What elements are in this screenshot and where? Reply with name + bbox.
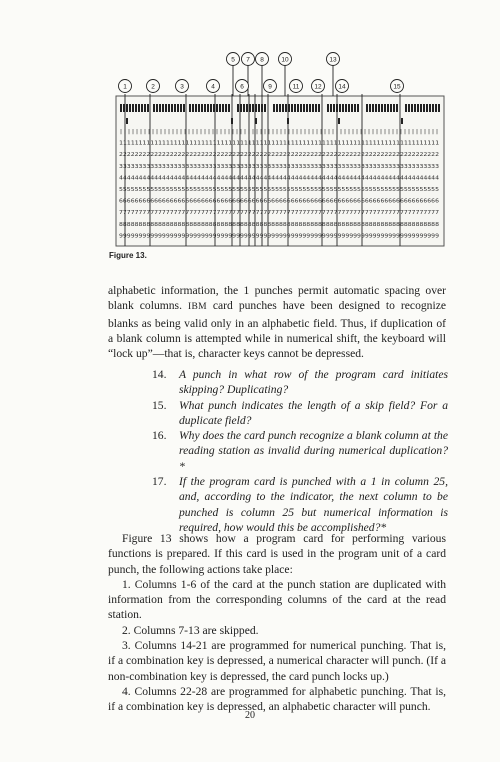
card-digit-row: 1111111111111111111111111111111111111111111111111111111111111111111111111111111111 — [119, 140, 439, 147]
card-punch-mark — [129, 104, 131, 112]
card-punch-mark — [201, 104, 203, 112]
card-punch-mark — [168, 104, 170, 112]
card-punch-mark — [180, 104, 182, 112]
callout-label: 4 — [211, 83, 215, 91]
card-punch-mark — [309, 104, 311, 112]
card-punch-mark — [387, 104, 389, 112]
card-punch-mark — [162, 104, 164, 112]
card-punch-mark — [327, 104, 329, 112]
card-punch-mark — [351, 104, 353, 112]
card-digit-row: 8888888888888888888888888888888888888888888888888888888888888888888888888888888888 — [119, 221, 439, 228]
card-punch-mark — [366, 104, 368, 112]
intro-text-1: alphabetic information, the 1 punches permit automatic spacing over blank columns. — [108, 284, 446, 313]
question-item — [152, 474, 448, 535]
card-punch-mark — [342, 104, 344, 112]
card-punch-mark — [126, 118, 128, 124]
callout-label: 1 — [123, 83, 127, 91]
numbered-item: 4. Columns 22-28 are programmed for alphabetic punching. That is, if a combination key is depressed, an alphabetic character will punch. — [108, 684, 446, 714]
card-punch-mark — [195, 104, 197, 112]
card-punch-mark — [228, 104, 230, 112]
callout-label: 2 — [151, 83, 155, 91]
card-punch-mark — [285, 104, 287, 112]
card-digit-row: 4444444444444444444444444444444444444444444444444444444444444444444444444444444444 — [119, 175, 439, 182]
card-digit-row: 2222222222222222222222222222222222222222222222222222222222222222222222222222222222 — [119, 152, 439, 159]
callout-label: 13 — [329, 56, 337, 64]
card-punch-mark — [396, 104, 398, 112]
card-digit-row: 7777777777777777777777777777777777777777777777777777777777777777777777777777777777 — [119, 210, 439, 217]
card-punch-mark — [174, 104, 176, 112]
card-punch-mark — [126, 104, 128, 112]
page-number: 20 — [245, 710, 255, 721]
intro-paragraph — [108, 283, 446, 361]
card-punch-mark — [210, 104, 212, 112]
question-text: Why does the card punch recognize a blank column at the reading station as invalid during numerical duplication?* — [179, 429, 448, 473]
card-digit-row: 5555555555555555555555555555555555555555555555555555555555555555555555555555555555 — [119, 187, 439, 193]
question-number: 14. — [152, 368, 167, 381]
numbered-item: 3. Columns 14-21 are programmed for numerical punching. That is, if a combination key is depressed, a numerical character will punch. (If a non-combination key is depressed, the card punch locks up.) — [108, 639, 447, 683]
card-punch-mark — [189, 104, 191, 112]
card-punch-mark — [357, 104, 359, 112]
card-punch-mark — [258, 104, 260, 112]
card-punch-mark — [183, 104, 185, 112]
callout-label: 10 — [281, 56, 289, 64]
callout-label: 6 — [240, 83, 244, 91]
card-punch-mark — [401, 118, 403, 124]
card-punch-mark — [204, 104, 206, 112]
card-punch-mark — [432, 104, 434, 112]
card-punch-mark — [369, 104, 371, 112]
card-digit-row: 6666666666666666666666666666666666666666666666666666666666666666666666666666666666 — [119, 198, 439, 205]
procedure-section — [108, 531, 446, 715]
callout-label: 7 — [246, 56, 250, 64]
intro-text-2: card punches have been designed to recognize blanks as being valid only in an alphabetic field. Thus, if duplication of a blank column is attempted while in numerical shift, the keyboard will “lock up”—that is, character keys cannot be depressed. — [108, 299, 446, 361]
card-punch-mark — [207, 104, 209, 112]
card-punch-mark — [120, 104, 122, 112]
card-punch-mark — [339, 104, 341, 112]
card-punch-mark — [420, 104, 422, 112]
card-punch-mark — [252, 104, 254, 112]
card-punch-mark — [264, 104, 266, 112]
figure-description-paragraph: Figure 13 shows how a program card for performing various functions is prepared. If this card is used in the program unit of a card punch, the following actions take place: — [108, 532, 446, 576]
question-text: If the program card is punched with a 1 in column 25, and, according to the indicator, the next column to be punched is column 25 but numerical information is required, how would this be accomplished?* — [179, 475, 448, 534]
card-punch-mark — [225, 104, 227, 112]
card-punch-mark — [318, 104, 320, 112]
card-punch-mark — [333, 104, 335, 112]
card-punch-mark — [165, 104, 167, 112]
question-item — [152, 367, 448, 398]
card-punch-mark — [429, 104, 431, 112]
card-punch-mark — [135, 104, 137, 112]
card-punch-mark — [315, 104, 317, 112]
card-punch-mark — [132, 104, 134, 112]
callout-circles — [119, 53, 404, 93]
program-card-figure — [0, 0, 500, 262]
card-punch-mark — [156, 104, 158, 112]
card-punch-mark — [411, 104, 413, 112]
card-punch-mark — [375, 104, 377, 112]
callout-label: 8 — [260, 56, 264, 64]
program-card-diagram — [0, 0, 500, 262]
card-punch-mark — [381, 104, 383, 112]
card-punch-mark — [216, 104, 218, 112]
card-punch-mark — [273, 104, 275, 112]
card-punch-mark — [348, 104, 350, 112]
card-punch-mark — [138, 104, 140, 112]
card-punch-mark — [159, 104, 161, 112]
card-punch-mark — [438, 104, 440, 112]
card-punch-mark — [243, 104, 245, 112]
card-punch-mark — [408, 104, 410, 112]
card-punch-mark — [414, 104, 416, 112]
card-punch-mark — [384, 104, 386, 112]
card-punch-mark — [378, 104, 380, 112]
figure-caption: Figure 13. — [109, 251, 147, 260]
card-punch-mark — [345, 104, 347, 112]
card-punch-mark — [147, 104, 149, 112]
card-punch-mark — [330, 104, 332, 112]
card-punch-mark — [276, 104, 278, 112]
numbered-item: 1. Columns 1-6 of the card at the punch station are duplicated with information from the corresponding columns of the card at the read station. — [108, 577, 446, 622]
card-punch-mark — [222, 104, 224, 112]
card-punch-mark — [198, 104, 200, 112]
card-punch-mark — [303, 104, 305, 112]
card-punch-mark — [405, 104, 407, 112]
callout-label: 14 — [338, 83, 346, 91]
card-punch-mark — [282, 104, 284, 112]
question-number: 17. — [152, 475, 167, 489]
card-digit-row: |||||||||||||||||||||||||||||||||||||||||||||||||||||||||||||||||||||||||||||||| — [119, 129, 439, 135]
question-item — [152, 398, 448, 429]
card-digit-row: 3333333333333333333333333333333333333333333333333333333333333333333333333333333333 — [119, 163, 439, 170]
card-punch-mark — [177, 104, 179, 112]
card-punch-mark — [426, 104, 428, 112]
question-item — [152, 428, 448, 474]
card-punch-mark — [171, 104, 173, 112]
card-punch-mark — [417, 104, 419, 112]
question-number: 16. — [152, 429, 167, 443]
card-punch-mark — [435, 104, 437, 112]
card-punch-mark — [219, 104, 221, 112]
card-punch-mark — [300, 104, 302, 112]
card-punch-mark — [141, 104, 143, 112]
callout-label: 5 — [231, 56, 235, 64]
card-punch-mark — [294, 104, 296, 112]
callout-label: 9 — [268, 83, 272, 91]
card-punch-mark — [372, 104, 374, 112]
callout-label: 11 — [292, 83, 300, 91]
card-punch-mark — [144, 104, 146, 112]
callout-label: 3 — [180, 83, 184, 91]
card-punch-mark — [312, 104, 314, 112]
card-punch-mark — [192, 104, 194, 112]
card-punch-mark — [279, 104, 281, 112]
card-punch-mark — [237, 104, 239, 112]
card-punch-mark — [423, 104, 425, 112]
ibm-smallcaps: IBM — [187, 302, 207, 313]
question-number: 15. — [152, 398, 167, 412]
card-punch-mark — [297, 104, 299, 112]
card-punch-mark — [246, 104, 248, 112]
callout-label: 15 — [393, 83, 401, 91]
card-punch-mark — [354, 104, 356, 112]
question-list — [152, 367, 448, 535]
card-punch-mark — [153, 104, 155, 112]
callout-label: 12 — [314, 83, 322, 91]
card-punch-mark — [306, 104, 308, 112]
card-punch-mark — [390, 104, 392, 112]
card-punch-mark — [338, 118, 340, 124]
card-punch-mark — [393, 104, 395, 112]
numbered-item: 2. Columns 7-13 are skipped. — [122, 623, 259, 637]
card-punch-mark — [291, 104, 293, 112]
question-text: A punch in what row of the program card initiates skipping? Duplicating? — [179, 368, 448, 397]
card-digit-row: 9999999999999999999999999999999999999999999999999999999999999999999999999999999999 — [119, 233, 439, 240]
question-text: What punch indicates the length of a skip field? For a duplicate field? — [179, 398, 448, 427]
